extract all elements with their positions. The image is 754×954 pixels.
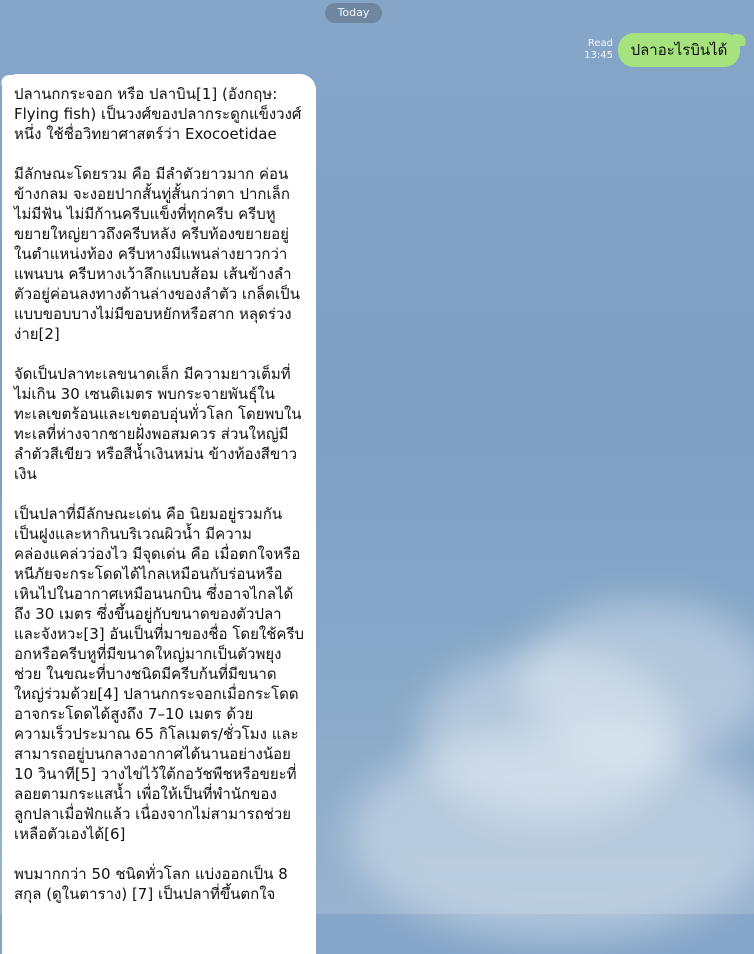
- read-status: Read: [587, 38, 613, 49]
- outgoing-message-bubble[interactable]: ปลาอะไรบินได้: [618, 33, 740, 67]
- message-time: 13:45: [584, 50, 613, 61]
- incoming-message: [0, 74, 316, 954]
- incoming-message-bubble[interactable]: ปลานกกระจอก หรือ ปลาบิน[1] (อังกฤษ: Flying fish) เป็นวงศ์ของปลากระดูกแข็งวงศ์หนึ่ง ใช้ชื่อวิทยาศาสตร์ว่า Exocoetidae มีลักษณะโดยรวม คือ มีลำตัวยาวมาก ค่อนข้างกลม จะงอยปากสั้นทู่สั้นกว่าตา ปากเล็กไม่มีฟัน ไม่มีก้านครีบแข็งที่ทุกครีบ ครีบหูขยายใหญ่ยาวถึงครีบหลัง ครีบท้องขยายอยู่ในตำแหน่งท้อง ครีบหางมีแพนล่างยาวกว่าแพนบน ครีบหางเว้าลึกแบบส้อม เส้นข้างลำตัวอยู่ค่อนลงทางด้านล่างของลำตัว เกล็ดเป็นแบบขอบบางไม่มีขอบหยักหรือสาก หลุดร่วงง่าย[2] จัดเป็นปลาทะเลขนาดเล็ก มีความยาวเต็มที่ไม่เกิน 30 เซนติเมตร พบกระจายพันธุ์ในทะเลเขตร้อนและเขตอบอุ่นทั่วโลก โดยพบในทะเลที่ห่างจากชายฝั่งพอสมควร ส่วนใหญ่มีลำตัวสีเขียว หรือสีน้ำเงินหม่น ข้างท้องสีขาวเงิน เป็นปลาที่มีลักษณะเด่น คือ นิยมอยู่รวมกันเป็นฝูงและหากินบริเวณผิวน้ำ มีความคล่องแคล่วว่องไว มีจุดเด่น คือ เมื่อตกใจหรือหนีภัยจะกระโดดได้ไกลเหมือนกับร่อนหรือเหินไปในอากาศเหมือนนกบิน ซึ่งอาจไกลได้ถึง 30 เมตร ซึ่งขึ้นอยู่กับขนาดของตัวปลาและจังหวะ[3] อันเป็นที่มาของชื่อ โดยใช้ครีบอกหรือครีบหูที่มีขนาดใหญ่มากเป็นตัวพยุงช่วย ในขณะที่บางชนิดมีครีบก้นที่มีขนาดใหญ่ร่วมด้วย[4] ปลานกกระจอกเมื่อกระโดดอาจกระโดดได้สูงถึง 7–10 เมตร ด้วยความเร็วประมาณ 65 กิโลเมตร/ชั่วโมง และสามารถอยู่บนกลางอากาศได้นานอย่างน้อย 10 วินาที[5] วางไข่ไว้ใต้กอวัชพืชหรือขยะที่ลอยตามกระแสน้ำ เพื่อให้เป็นที่พำนักของลูกปลาเมื่อฟักแล้ว เนื่องจากไม่สามารถช่วยเหลือตัวเองได้[6] พบมากกว่า 50 ชนิดทั่วโลก แบ่งออกเป็น 8 สกุล (ดูในตาราง) [7] เป็นปลาที่ขึ้นตกใจ: [2, 74, 316, 954]
- message-meta: [583, 38, 613, 62]
- date-separator: Today: [325, 3, 382, 23]
- background-cloud: [350, 730, 754, 940]
